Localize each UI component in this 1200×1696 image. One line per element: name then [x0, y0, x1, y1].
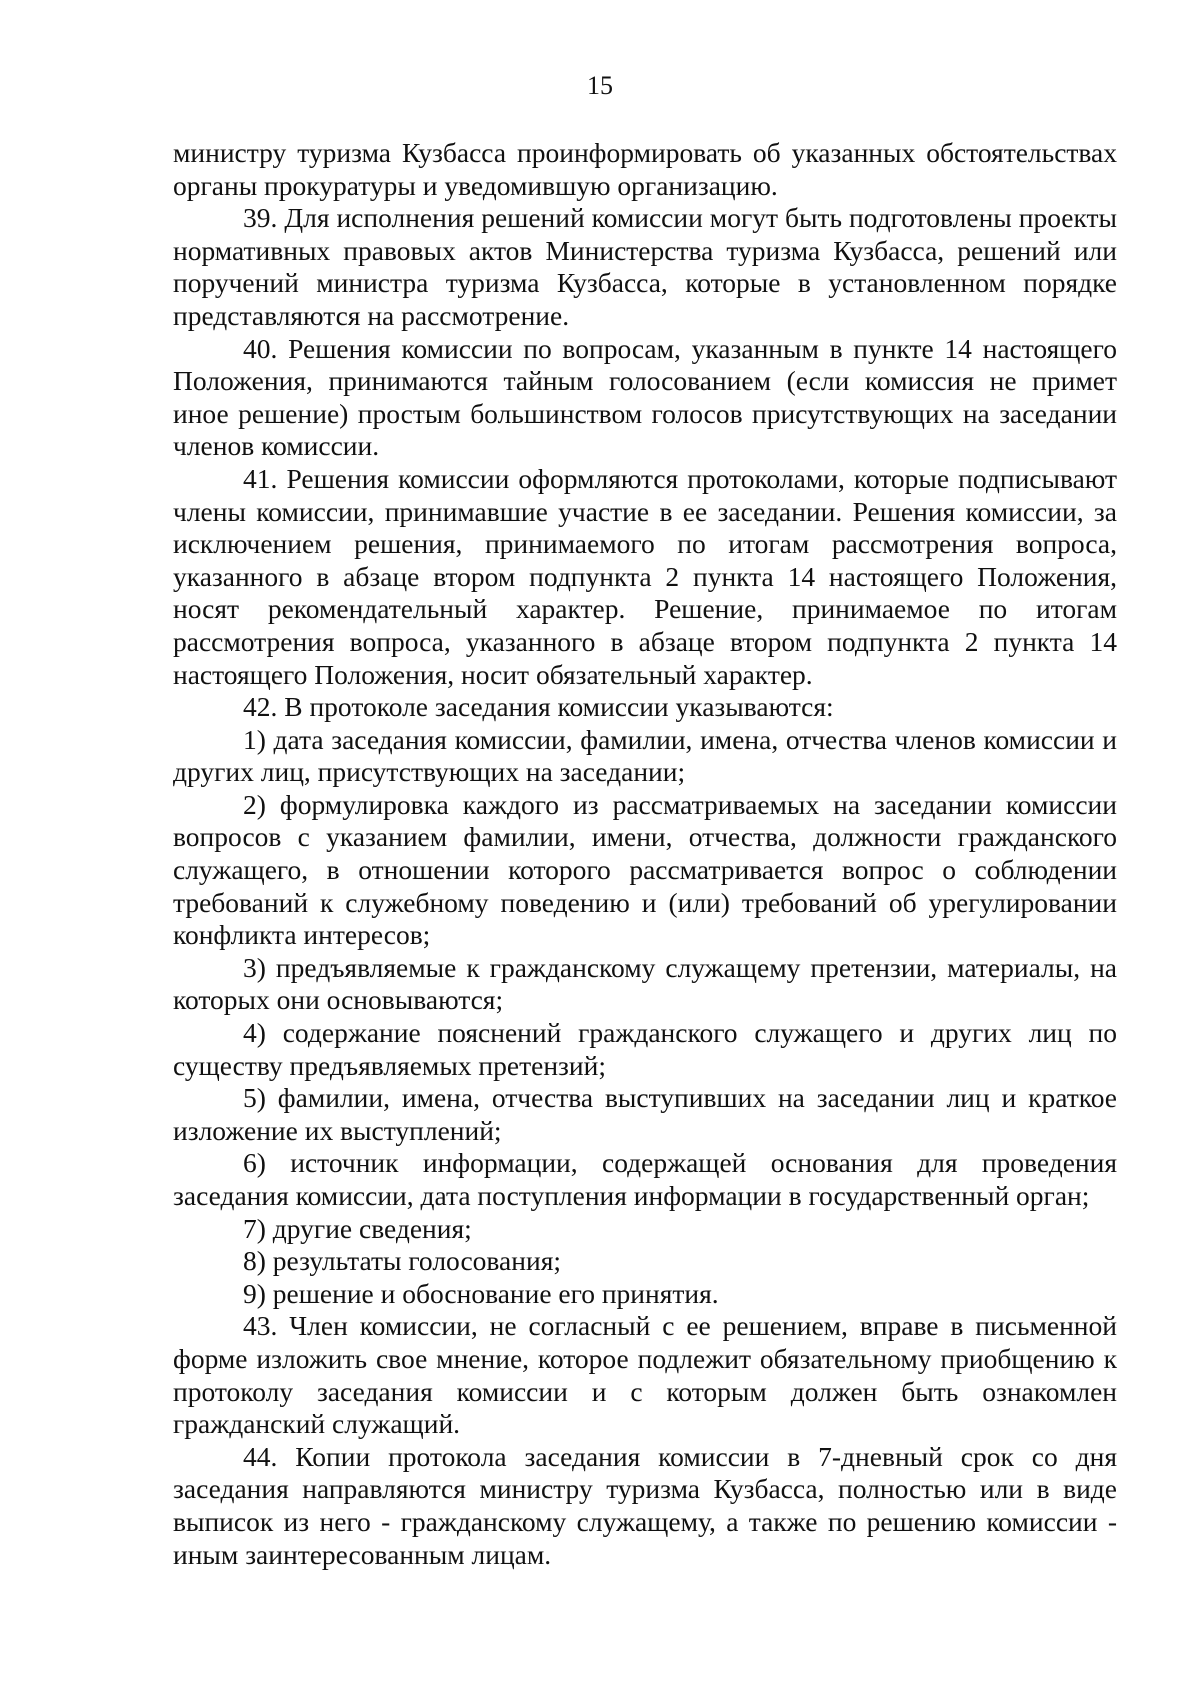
paragraph-39: 39. Для исполнения решений комиссии могут быть подготовлены проекты нормативных правовых актов Министерства туризма Кузбасса, решений или поручений министра туризма Кузбасса, которые в установленном порядке представляются на рассмотрение.: [173, 202, 1117, 331]
list-item-9: 9) решение и обоснование его принятия.: [243, 1277, 719, 1309]
list-item-4: 4) содержание пояснений гражданского служащего и других лиц по существу предъявляемых претензий;: [173, 1017, 1117, 1081]
list-item-1: 1) дата заседания комиссии, фамилии, имена, отчества членов комиссии и других лиц, присутствующих на заседании;: [173, 723, 1117, 788]
list-item-6: 6) источник информации, содержащей основания для проведения заседания комиссии, дата поступления информации в государственный орган;: [173, 1147, 1117, 1211]
paragraph-42: 42. В протоколе заседания комиссии указываются:: [243, 691, 834, 723]
list-item-5: 5) фамилии, имена, отчества выступивших на заседании лиц и краткое изложение их выступлений;: [173, 1082, 1117, 1146]
list-item-7: 7) другие сведения;: [243, 1212, 472, 1244]
paragraph-43: 43. Член комиссии, не согласный с ее решением, вправе в письменной форме изложить свое мнение, которое подлежит обязательному приобщению к протоколу заседания комиссии и с которым должен быть ознакомлен гражданский служащий.: [173, 1310, 1117, 1440]
page-number: 15: [587, 71, 613, 100]
list-item-3: 3) предъявляемые к гражданскому служащему претензии, материалы, на которых они основываются;: [173, 951, 1117, 1016]
paragraph-44: 44. Копии протокола заседания комиссии в 7-дневный срок со дня заседания направляются министру туризма Кузбасса, полностью или в виде выписок из него - гражданскому служащему, а также по решению комиссии - иным заинтересованным лицам.: [173, 1440, 1117, 1570]
paragraph-41: 41. Решения комиссии оформляются протоколами, которые подписывают члены комиссии, принимавшие участие в ее заседании. Решения комиссии, за исключением решения, принимаемого по итогам рассмотрения вопроса, указанного в абзаце втором подпункта 2 пункта 14 настоящего Положения, носят рекомендательный характер. Решение, принимаемое по итогам рассмотрения вопроса, указанного в абзаце втором подпункта 2 пункта 14 настоящего Положения, носит обязательный характер.: [173, 462, 1117, 690]
list-item-2: 2) формулировка каждого из рассматриваемых на заседании комиссии вопросов с указанием фамилии, имени, отчества, должности гражданского служащего, в отношении которого рассматривается вопрос о соблюдении требований к служебному поведению и (или) требований об урегулировании конфликта интересов;: [173, 788, 1117, 951]
paragraph-continuation: министру туризма Кузбасса проинформировать об указанных обстоятельствах органы прокуратуры и уведомившую организацию.: [173, 137, 1117, 201]
paragraph-40: 40. Решения комиссии по вопросам, указанным в пункте 14 настоящего Положения, принимаются тайным голосованием (если комиссия не примет иное решение) простым большинством голосов присутствующих на заседании членов комиссии.: [173, 332, 1117, 462]
list-item-8: 8) результаты голосования;: [243, 1245, 561, 1277]
document-body: [173, 137, 1117, 1571]
